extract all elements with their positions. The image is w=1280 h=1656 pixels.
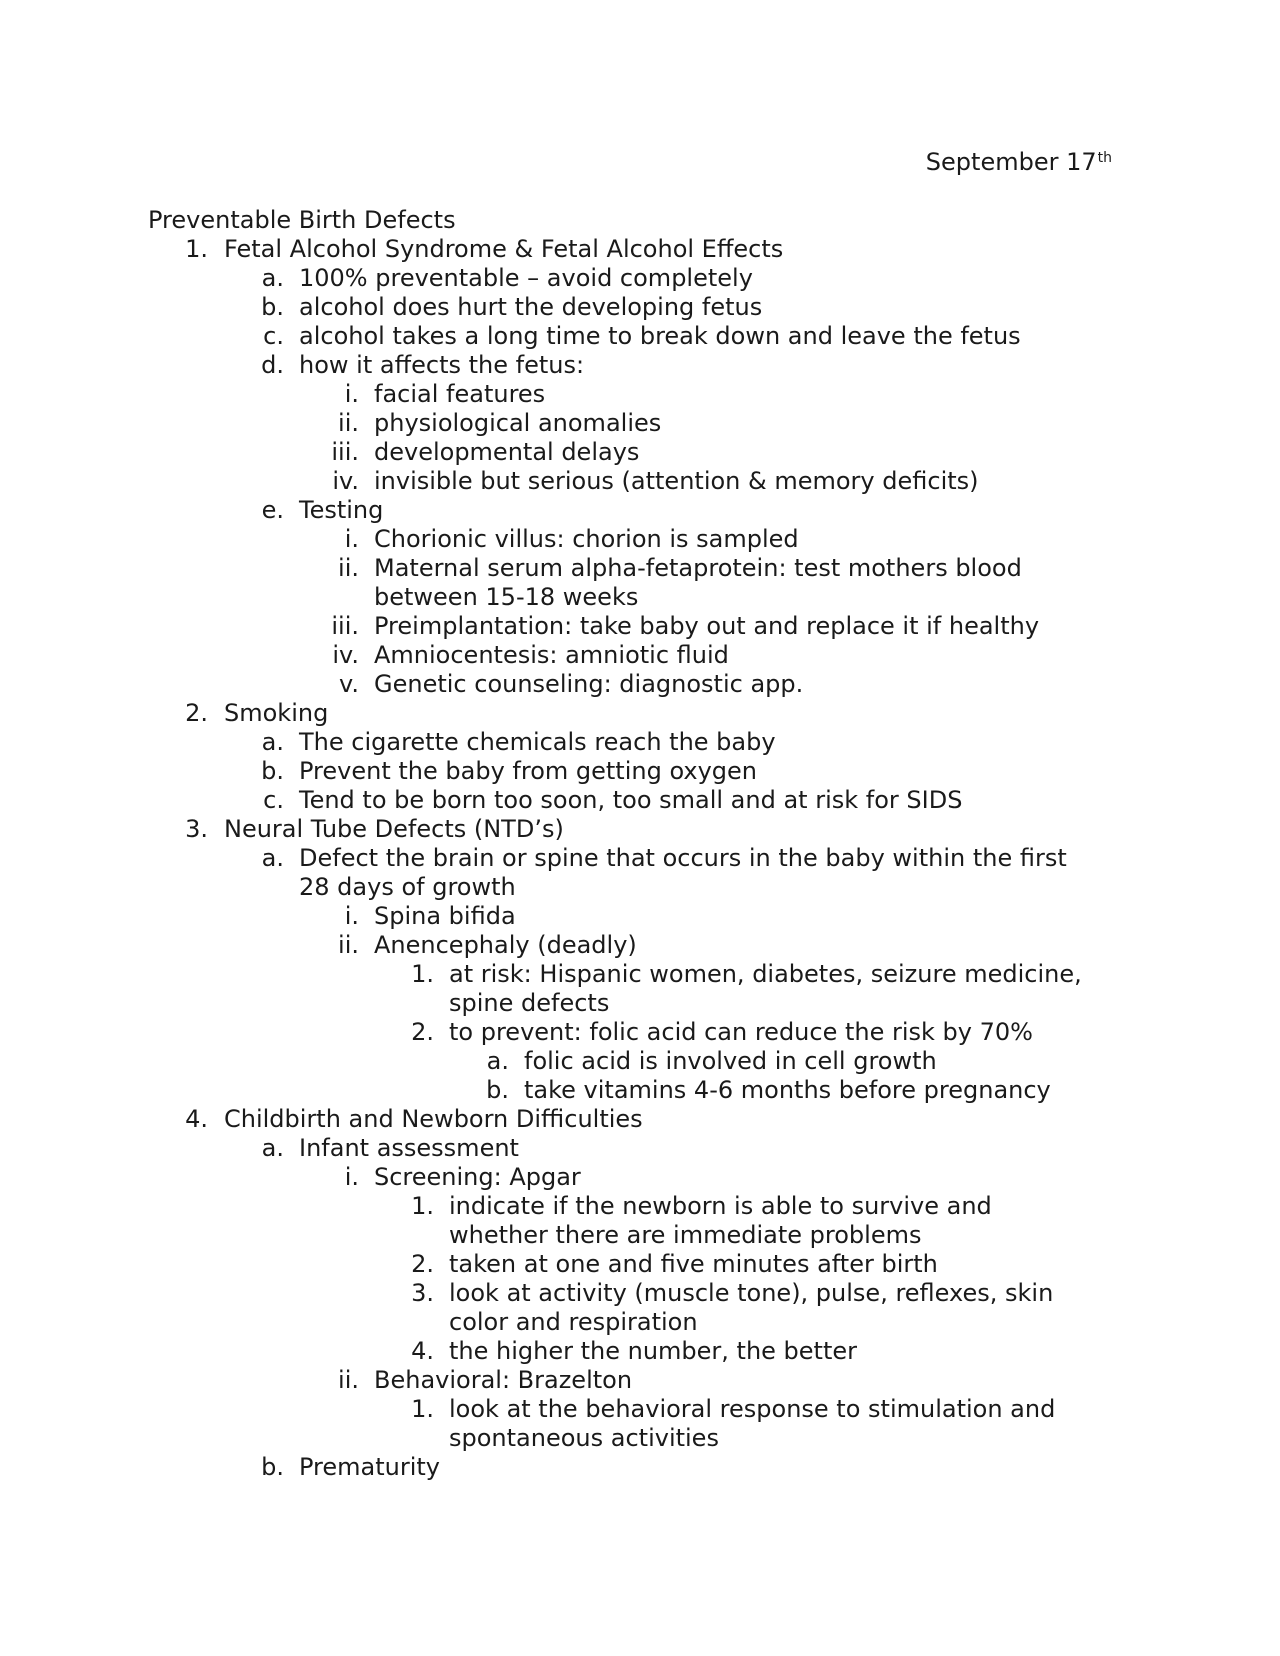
list-item-line: look at the behavioral response to stimulation and [449, 1395, 1056, 1423]
list-marker: 1. [411, 960, 434, 988]
list-item-line: whether there are immediate problems [449, 1221, 922, 1249]
list-item-text [374, 554, 1022, 612]
list-item-line: color and respiration [449, 1308, 698, 1336]
list-marker: a. [261, 264, 284, 292]
list-marker: b. [261, 1453, 284, 1481]
list-marker: a. [261, 1134, 284, 1162]
list-marker: i. [344, 902, 359, 930]
list-marker: iv. [332, 641, 359, 669]
list-marker: ii. [338, 409, 359, 437]
list-marker: e. [261, 496, 284, 524]
list-item [0, 1453, 1280, 1482]
list-item-line: at risk: Hispanic women, diabetes, seizure medicine, [449, 960, 1082, 988]
list-item [0, 844, 1280, 902]
list-marker: 1. [411, 1395, 434, 1423]
outline-list [0, 235, 1280, 1482]
list-marker: c. [263, 786, 284, 814]
list-marker: 3. [185, 815, 208, 843]
list-item [0, 351, 1280, 380]
list-item [0, 1395, 1280, 1453]
list-item-line: between 15-18 weeks [374, 583, 639, 611]
list-marker: 2. [185, 699, 208, 727]
list-item [0, 902, 1280, 931]
list-item-text: developmental delays [374, 438, 640, 466]
list-item [0, 525, 1280, 554]
list-item-text [449, 1395, 1055, 1453]
list-item-text: facial features [374, 380, 546, 408]
list-item-text: Prevent the baby from getting oxygen [299, 757, 758, 785]
list-marker: b. [261, 757, 284, 785]
list-item [0, 438, 1280, 467]
list-item [0, 1018, 1280, 1047]
list-marker: iv. [332, 467, 359, 495]
list-item-line: Maternal serum alpha-fetaprotein: test mothers blood [374, 554, 1022, 582]
list-item [0, 1163, 1280, 1192]
list-item [0, 1047, 1280, 1076]
list-item [0, 1134, 1280, 1163]
list-item [0, 1250, 1280, 1279]
list-item [0, 1105, 1280, 1134]
list-item [0, 322, 1280, 351]
list-item [0, 699, 1280, 728]
list-item-text: alcohol does hurt the developing fetus [299, 293, 763, 321]
list-item-text: Infant assessment [299, 1134, 519, 1162]
list-item-text [449, 1279, 1053, 1337]
list-marker: i. [344, 525, 359, 553]
page-title: Preventable Birth Defects [148, 206, 456, 234]
list-item-text: folic acid is involved in cell growth [524, 1047, 937, 1075]
list-item-text: Fetal Alcohol Syndrome & Fetal Alcohol Effects [224, 235, 784, 263]
date-heading [926, 147, 1112, 177]
list-item [0, 641, 1280, 670]
list-marker: 1. [411, 1192, 434, 1220]
list-item-text: take vitamins 4-6 months before pregnancy [524, 1076, 1051, 1104]
list-marker: ii. [338, 1366, 359, 1394]
list-item-line: Defect the brain or spine that occurs in the baby within the first [299, 844, 1067, 872]
list-marker: 2. [411, 1250, 434, 1278]
list-item [0, 235, 1280, 264]
list-item [0, 960, 1280, 1018]
list-item-line: indicate if the newborn is able to survive and [449, 1192, 992, 1220]
list-item [0, 293, 1280, 322]
list-item-text: alcohol takes a long time to break down and leave the fetus [299, 322, 1021, 350]
list-item [0, 1366, 1280, 1395]
list-item-line: look at activity (muscle tone), pulse, reflexes, skin [449, 1279, 1054, 1307]
list-marker: i. [344, 1163, 359, 1191]
list-marker: i. [344, 380, 359, 408]
list-item-text: invisible but serious (attention & memory deficits) [374, 467, 979, 495]
list-marker: ii. [338, 554, 359, 582]
list-item-text: Tend to be born too soon, too small and at risk for SIDS [299, 786, 963, 814]
list-item-text: Smoking [224, 699, 329, 727]
list-item [0, 728, 1280, 757]
list-item-text: Preimplantation: take baby out and replace it if healthy [374, 612, 1040, 640]
list-item [0, 757, 1280, 786]
list-item-text [299, 844, 1067, 902]
list-marker: ii. [338, 931, 359, 959]
list-item-text: Behavioral: Brazelton [374, 1366, 633, 1394]
list-item [0, 1192, 1280, 1250]
list-marker: 4. [411, 1337, 434, 1365]
list-item-text: Screening: Apgar [374, 1163, 581, 1191]
list-item-text: Chorionic villus: chorion is sampled [374, 525, 799, 553]
list-item-text: Anencephaly (deadly) [374, 931, 637, 959]
list-item [0, 931, 1280, 960]
list-marker: 3. [411, 1279, 434, 1307]
list-marker: a. [486, 1047, 509, 1075]
list-item [0, 264, 1280, 293]
list-item [0, 1337, 1280, 1366]
list-item [0, 467, 1280, 496]
list-marker: d. [261, 351, 284, 379]
list-item-text: how it affects the fetus: [299, 351, 585, 379]
list-item [0, 380, 1280, 409]
list-marker: 4. [185, 1105, 208, 1133]
list-item [0, 670, 1280, 699]
list-item-text: Neural Tube Defects (NTD’s) [224, 815, 564, 843]
list-item [0, 1076, 1280, 1105]
list-item-text: Prematurity [299, 1453, 441, 1481]
list-item [0, 409, 1280, 438]
list-item [0, 1279, 1280, 1337]
list-marker: b. [261, 293, 284, 321]
list-marker: b. [486, 1076, 509, 1104]
list-marker: v. [339, 670, 359, 698]
list-marker: a. [261, 844, 284, 872]
list-item-line: spontaneous activities [449, 1424, 719, 1452]
list-marker: iii. [331, 438, 359, 466]
list-item-text: 100% preventable – avoid completely [299, 264, 753, 292]
list-marker: 1. [185, 235, 208, 263]
list-marker: c. [263, 322, 284, 350]
list-item-line: spine defects [449, 989, 610, 1017]
list-item-text [449, 960, 1082, 1018]
list-item-text: Genetic counseling: diagnostic app. [374, 670, 804, 698]
list-item-text: Testing [299, 496, 384, 524]
list-item [0, 496, 1280, 525]
list-item-text: The cigarette chemicals reach the baby [299, 728, 776, 756]
list-item-text [449, 1192, 992, 1250]
list-item-text: Spina bifida [374, 902, 516, 930]
list-item-text: Childbirth and Newborn Difficulties [224, 1105, 643, 1133]
list-item [0, 612, 1280, 641]
list-item-line: 28 days of growth [299, 873, 516, 901]
list-item [0, 554, 1280, 612]
list-marker: 2. [411, 1018, 434, 1046]
date-text: September 17 [925, 148, 1097, 176]
date-superscript: th [1097, 150, 1112, 166]
list-marker: iii. [331, 612, 359, 640]
list-item-text: taken at one and five minutes after birth [449, 1250, 938, 1278]
list-item-text: to prevent: folic acid can reduce the risk by 70% [449, 1018, 1033, 1046]
list-item [0, 815, 1280, 844]
list-item [0, 786, 1280, 815]
list-marker: a. [261, 728, 284, 756]
list-item-text: the higher the number, the better [449, 1337, 858, 1365]
list-item-text: Amniocentesis: amniotic fluid [374, 641, 729, 669]
list-item-text: physiological anomalies [374, 409, 662, 437]
